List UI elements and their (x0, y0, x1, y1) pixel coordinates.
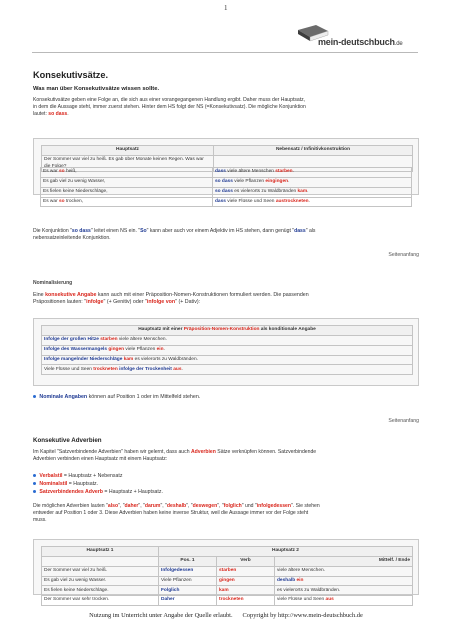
table2 (41, 325, 413, 375)
table1-rows (40, 167, 412, 207)
table-row: Es gab viel zu wenig Wasser. Viele Pflanzen gingen deshalb ein (42, 576, 413, 586)
table-row: Es fielen keine Niederschläge, so dass es vielerorts zu Waldbränden kam. (41, 187, 412, 197)
seitenanfang-link-2[interactable]: Seitenanfang (388, 418, 419, 424)
conjunction-note: Die Konjunktion "so dass" leitet einen NS ein. "So" kann aber auch vor einem Adjektiv im HS stehen, dann genügt "dass" als nebensatzeinleitende Konjunktion. (33, 228, 316, 241)
footer-usage: Nutzung im Unterricht unter Angabe der Quelle erlaubt. (89, 612, 233, 619)
nominal-text: Eine konsekutive Angabe kann auch mit einer Präposition-Nomen-Konstruktionen formuliert werden. Die passenden Präpositionen lauten: "infolge" (+ Genitiv) oder "infolge von" (+ Dativ): (33, 292, 309, 306)
table3: Hauptsatz 1 Hauptsatz 2 Pos. 1 Verb Mittelf. / Ende Der Sommer war viel zu heiß. Infolgedessen starben viele ältere Menschen. Es gab viel zu wenig Wasser. Viele Pflanzen gingen deshalb ein Es fielen keine Niederschläge. Folglich kam es vielerorts zu Waldbränden. Der Sommer war sehr trocken. Daher trockneten viele Flüsse und Seen aus (41, 546, 413, 606)
bullet-icon (33, 395, 36, 398)
table-row: Der Sommer war sehr trocken. Daher trockneten viele Flüsse und Seen aus (42, 596, 413, 606)
list-item: Nominalstil = Hauptsatz. (33, 480, 163, 488)
seitenanfang-link-1[interactable]: Seitenanfang (388, 252, 419, 258)
logo-text: mein-deutschbuch.de (318, 37, 403, 47)
table-row: Es gab viel zu wenig Wasser, so dass viele Pflanzen eingingen. (41, 177, 412, 187)
bullet-icon (33, 474, 36, 477)
bullet-icon (33, 482, 36, 485)
header-divider (32, 52, 418, 53)
table-row: Infolge mangelnder Niederschläge kam es vielerorts zu Waldbränden. (42, 355, 413, 365)
table3-frame (33, 539, 419, 603)
intro-heading: Was man über Konsekutivsätze wissen sollte. (33, 86, 160, 92)
table-row: Es war so trocken, dass viele Flüsse und Seen austrockneten. (41, 197, 412, 207)
table-row: Infolge der großen Hitze starben viele ältere Menschen. (42, 335, 413, 345)
table-row: Infolge des Wassermangels gingen viele Pflanzen ein. (42, 345, 413, 355)
table-row: Der Sommer war viel zu heiß. Infolgedessen starben viele ältere Menschen. (42, 566, 413, 576)
table1-header-nebensatz: Nebensatz / Infinitivkonstruktion (214, 146, 413, 156)
adverb-intro: Im Kapitel "Satzverbindende Adverbien" haben wir gelernt, dass auch Adverbien Sätze verknüpfen können. Satzverbindende Adverbien verbinden einen Hauptsatz mit einem Hauptsatz: (33, 449, 317, 462)
intro-text: Konsekutivsätze geben eine Folge an, die sich aus einer vorangegangenen Handlung ergibt. Daher muss der Hauptsatz, in dem die Aussage steht, immer zuerst stehen. Hinter dem HS folgt der NS (=Konsekutivsatz). Die mögliche Konjunktion lautet: so dass. (33, 97, 306, 117)
adverb-heading: Konsekutive Adverbien (33, 437, 102, 444)
bullet-icon (33, 490, 36, 493)
table2-header: Hauptsatz mit einer Präposition-Nomen-Konstruktion als konditionale Angabe (42, 326, 413, 336)
list-item: Satzverbindendes Adverb = Hauptsatz + Hauptsatz. (33, 488, 163, 496)
adverb-bullets (33, 472, 163, 496)
nominal-heading: Nominalisierung (33, 280, 73, 286)
footer-copyright[interactable]: Copyright by http://www.mein-deutschbuch.de (242, 612, 363, 619)
table-row: Der Sommer war viel zu heiß. Es gab über Monate keinen Regen. Was war die Folge? (42, 155, 413, 171)
table-row: Es war so heiß, dass viele ältere Menschen starben. (41, 168, 412, 178)
adverb-text: Die möglichen Adverbien lauten "also", "daher", "darum", "deshalb", "deswegen", "folglich" und "infolgedessen". Sie stehen entweder auf Position 1 oder 3. Diese Adverbien haben keine inverse Struktur, weil die Aussage immer vor der Folge steht muss. (33, 503, 320, 523)
table2-frame (33, 318, 419, 386)
table-row: Es fielen keine Niederschläge. Folglich kam es vielerorts zu Waldbränden. (42, 586, 413, 596)
page-title: Konsekutivsätze. (33, 70, 109, 80)
page-footer (0, 612, 452, 621)
nominal-note: Nominale Angaben können auf Position 1 oder im Mittelfeld stehen. (33, 394, 200, 401)
table3-header-hs1: Hauptsatz 1 (42, 547, 159, 557)
table1-header-hauptsatz: Hauptsatz (42, 146, 214, 156)
list-item: Verbalstil = Hauptsatz + Nebensatz (33, 472, 163, 480)
table-row: Viele Flüsse und Seen trockneten infolge der Trockenheit aus. (42, 365, 413, 375)
site-logo[interactable] (296, 22, 420, 50)
table3-header-hs2: Hauptsatz 2 (159, 547, 413, 557)
page-number: 1 (224, 4, 228, 12)
